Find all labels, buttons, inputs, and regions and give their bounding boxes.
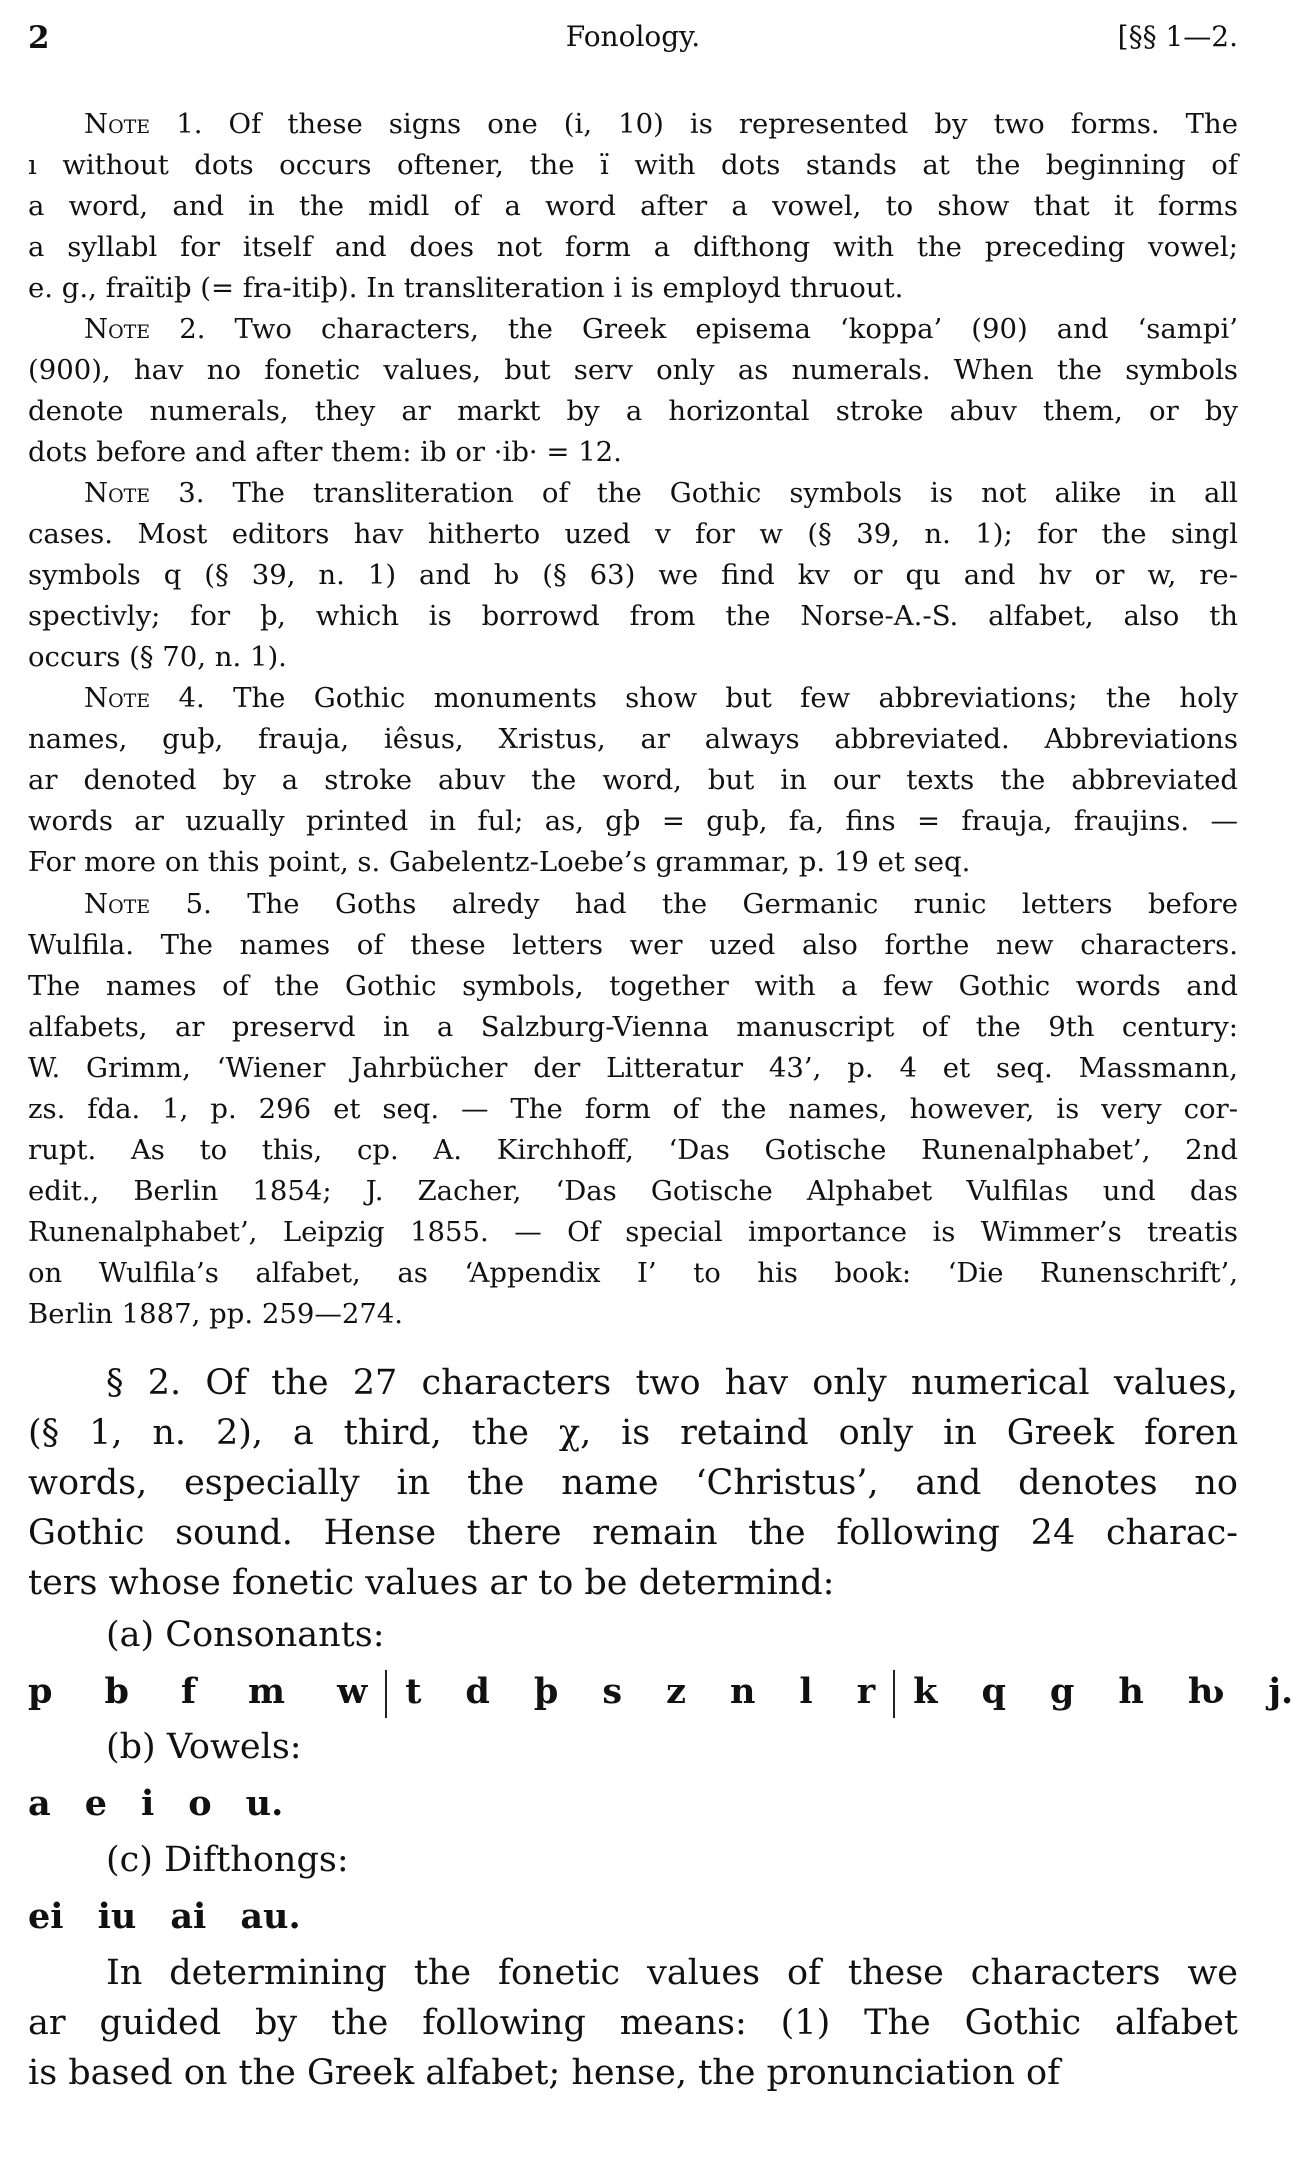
note-label: Note 5. <box>84 888 212 920</box>
note-label: Note 3. <box>84 477 205 509</box>
paragraph-line: words, especially in the name ‘Christus’, and denotes no <box>28 1463 1238 1503</box>
note-line <box>28 760 1238 801</box>
note-text: rupt. As to this, cp. A. Kirchhoff, ‘Das Gotische Runenalphabet’, 2nd <box>28 1134 1238 1166</box>
note-text: Of these signs one (i, 10) is represented by two forms. The <box>202 108 1238 140</box>
vowels-list <box>28 1779 1238 1829</box>
note-line <box>28 1130 1238 1171</box>
note-text: a syllabl for itself and does not form a difthong with the preceding vowel; <box>28 231 1238 263</box>
note-text: ı without dots occurs oftener, the ï with dots stands at the beginning of <box>28 149 1238 181</box>
note-text: e. g., fraïtiþ (= fra-itiþ). In transliteration i is employd thruout. <box>28 272 904 304</box>
consonant: f <box>180 1671 197 1712</box>
consonant: þ <box>533 1671 559 1712</box>
paragraph-line: ar guided by the following means: (1) The Gothic alfabet <box>28 2003 1238 2043</box>
note-line <box>28 1212 1238 1253</box>
note-text: ar denoted by a stroke abuv the word, but in our texts the abbreviated <box>28 764 1238 796</box>
paragraph-line: is based on the Greek alfabet; hense, the pronunciation of <box>28 2053 1061 2093</box>
vowel: o <box>188 1783 212 1824</box>
paragraph-line: § 2. Of the 27 characters two hav only numerical values, <box>106 1363 1238 1403</box>
note-line <box>28 104 1238 145</box>
paragraph-line: (§ 1, n. 2), a third, the χ, is retaind only in Greek foren <box>28 1413 1238 1453</box>
consonant: p <box>28 1671 53 1712</box>
note-text: The names of the Gothic symbols, together with a few Gothic words and <box>28 970 1238 1002</box>
note-label: Note 2. <box>84 313 206 345</box>
note-line <box>28 145 1238 186</box>
note-text: dots before and after them: ib or ·ib· = 12. <box>28 436 622 468</box>
note-text: Two characters, the Greek episema ‘koppa’ (90) and ‘sampi’ <box>205 313 1239 345</box>
note-line <box>28 1007 1238 1048</box>
note-label: Note 1. <box>84 108 203 140</box>
note-line <box>28 1294 1238 1335</box>
note-line <box>28 555 1238 596</box>
vowel: u. <box>245 1783 284 1824</box>
note-text: zs. fda. 1, p. 296 et seq. — The form of the names, however, is very cor- <box>28 1093 1238 1125</box>
note-text: cases. Most editors hav hitherto uzed v for w (§ 39, n. 1); for the singl <box>28 518 1238 550</box>
difthongs-label: (c) Difthongs: <box>106 1840 349 1880</box>
note-line <box>28 719 1238 760</box>
consonants-heading <box>28 1610 1238 1660</box>
note-text: names, guþ, frauja, iêsus, Xristus, ar always abbreviated. Abbreviations <box>28 723 1238 755</box>
consonant: n <box>729 1671 756 1712</box>
consonant: s <box>602 1671 623 1712</box>
note-text: alfabets, ar preservd in a Salzburg-Vienna manuscript of the 9th century: <box>28 1011 1238 1043</box>
note-5 <box>28 884 1238 1335</box>
note-text: occurs (§ 70, n. 1). <box>28 641 287 673</box>
consonant: ƕ <box>1187 1671 1225 1712</box>
note-line <box>28 473 1238 514</box>
consonant: d <box>465 1671 490 1712</box>
note-line <box>28 678 1238 719</box>
running-title: Fonology. <box>565 20 701 53</box>
consonants-list <box>28 1667 1294 1717</box>
vowels-label: (b) Vowels: <box>106 1727 302 1767</box>
group-separator <box>893 1670 895 1718</box>
note-line <box>28 925 1238 966</box>
note-text: For more on this point, s. Gabelentz-Loebe’s grammar, p. 19 et seq. <box>28 846 971 878</box>
difthong: au. <box>240 1896 301 1937</box>
note-text: The Goths alredy had the Germanic runic letters before <box>211 888 1238 920</box>
difthongs-heading <box>28 1835 1238 1885</box>
consonant: g <box>1049 1671 1075 1712</box>
consonant: k <box>913 1671 938 1712</box>
note-text: symbols q (§ 39, n. 1) and ƕ (§ 63) we find kv or qu and hv or w, re- <box>28 559 1238 591</box>
difthong: iu <box>97 1896 137 1937</box>
note-text: W. Grimm, ‘Wiener Jahrbücher der Litteratur 43’, p. 4 et seq. Massmann, <box>28 1052 1238 1084</box>
note-text: Runenalphabet’, Leipzig 1855. — Of special importance is Wimmer’s treatis <box>28 1216 1238 1248</box>
note-line <box>28 268 1238 309</box>
note-line <box>28 514 1238 555</box>
note-line <box>28 391 1238 432</box>
note-line <box>28 884 1238 925</box>
note-line <box>28 596 1238 637</box>
note-text: (900), hav no fonetic values, but serv only as numerals. When the symbols <box>28 354 1238 386</box>
note-2 <box>28 309 1238 473</box>
consonants-label: (a) Consonants: <box>106 1615 385 1655</box>
note-line <box>28 350 1238 391</box>
note-line <box>28 432 1238 473</box>
note-line <box>28 1048 1238 1089</box>
note-text: Wulfila. The names of these letters wer uzed also forthe new characters. <box>28 929 1238 961</box>
note-text: on Wulfila’s alfabet, as ‘Appendix I’ to his book: ‘Die Runenschrift’, <box>28 1257 1238 1289</box>
paragraph-line: In determining the fonetic values of these characters we <box>106 1953 1238 1993</box>
consonant: h <box>1118 1671 1144 1712</box>
note-label: Note 4. <box>84 682 205 714</box>
section-reference: [§§ 1—2. <box>1117 20 1238 53</box>
consonant: b <box>104 1671 129 1712</box>
vowel: e <box>84 1783 107 1824</box>
note-line <box>28 1171 1238 1212</box>
difthong: ai <box>170 1896 207 1937</box>
closing-paragraph <box>28 1948 1238 2098</box>
note-text: a word, and in the midl of a word after a vowel, to show that it forms <box>28 190 1238 222</box>
note-text: Berlin 1887, pp. 259—274. <box>28 1298 404 1330</box>
note-text: denote numerals, they ar markt by a horizontal stroke abuv them, or by <box>28 395 1238 427</box>
note-line <box>28 801 1238 842</box>
consonant: z <box>666 1671 686 1712</box>
consonant: r <box>856 1671 876 1712</box>
note-text: words ar uzually printed in ful; as, gþ = guþ, fa, fins = frauja, fraujins. — <box>28 805 1238 837</box>
note-line <box>28 637 1238 678</box>
note-line <box>28 309 1238 350</box>
note-1 <box>28 104 1238 309</box>
note-text: The transliteration of the Gothic symbols is not alike in all <box>204 477 1238 509</box>
note-line <box>28 186 1238 227</box>
difthongs-list <box>28 1892 1238 1942</box>
note-text: edit., Berlin 1854; J. Zacher, ‘Das Gotische Alphabet Vulfilas und das <box>28 1175 1238 1207</box>
note-line <box>28 227 1238 268</box>
section-2-paragraph <box>28 1358 1238 1608</box>
note-line <box>28 1253 1238 1294</box>
difthong: ei <box>28 1896 64 1937</box>
consonant: q <box>981 1671 1006 1712</box>
consonant: l <box>799 1671 813 1712</box>
note-line <box>28 842 1238 883</box>
consonant: m <box>248 1671 286 1712</box>
running-header <box>28 20 1238 64</box>
note-line <box>28 1089 1238 1130</box>
vowels-heading <box>28 1722 1238 1772</box>
note-4 <box>28 678 1238 883</box>
paragraph-line: ters whose fonetic values ar to be determind: <box>28 1563 835 1603</box>
page-number: 2 <box>28 20 50 56</box>
group-separator <box>385 1670 387 1718</box>
consonant: t <box>405 1671 422 1712</box>
paragraph-line: Gothic sound. Hense there remain the following 24 charac- <box>28 1513 1238 1553</box>
vowel: a <box>28 1783 51 1824</box>
consonant: j. <box>1268 1671 1294 1712</box>
consonant: w <box>337 1671 368 1712</box>
vowel: i <box>140 1783 155 1824</box>
note-3 <box>28 473 1238 678</box>
note-line <box>28 966 1238 1007</box>
note-text: spectivly; for þ, which is borrowd from the Norse-A.-S. alfabet, also th <box>28 600 1238 632</box>
note-text: The Gothic monuments show but few abbreviations; the holy <box>204 682 1238 714</box>
